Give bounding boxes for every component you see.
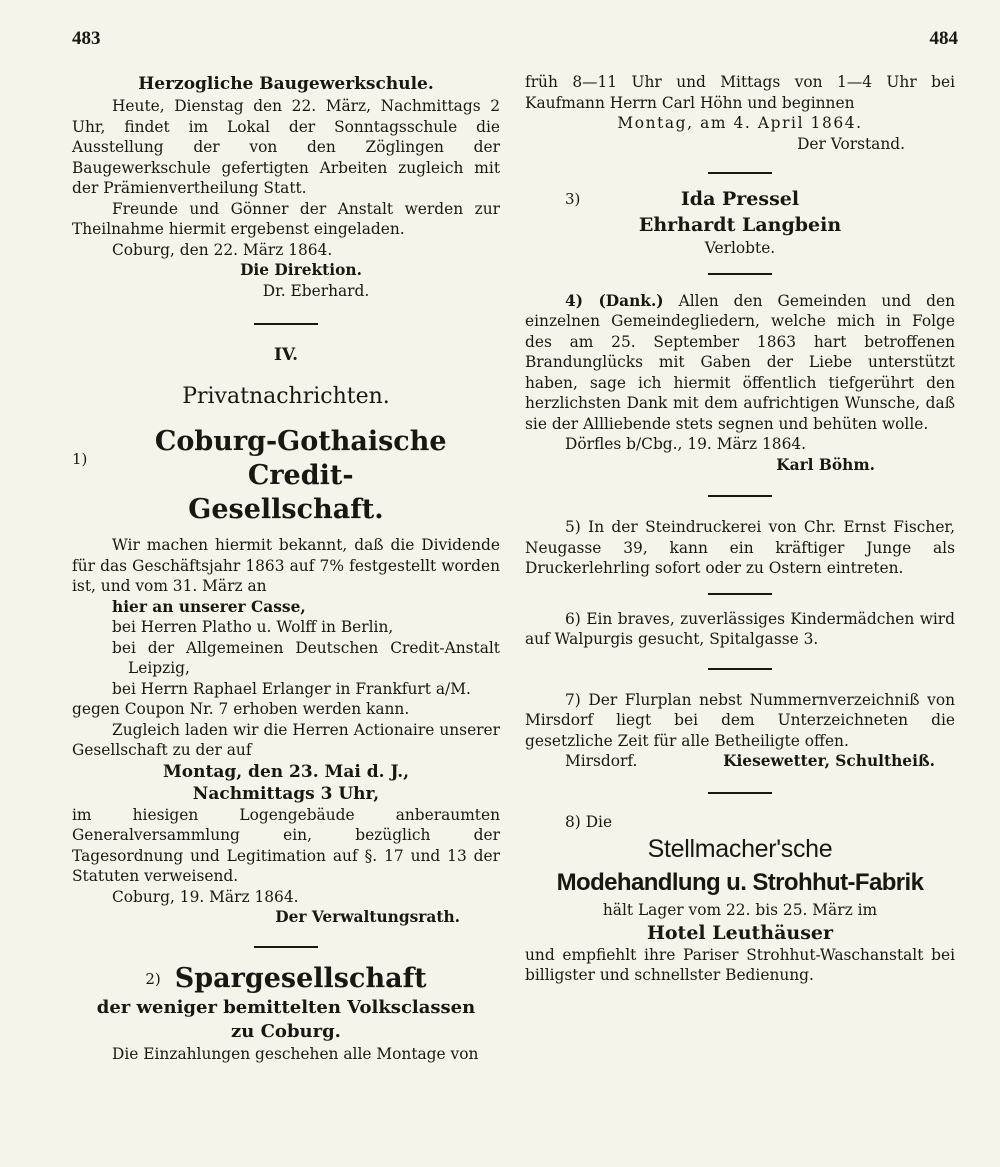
notice-date: Coburg, 19. März 1864. [112,887,299,906]
page-number-left: 483 [72,28,101,49]
notice-paragraph: Heute, Dienstag den 22. März, Nachmittags 2 Uhr, findet im Lokal der Sonntagsschule die Ausstellung der von den Zöglingen der Baugewerkschule gefertigten Arbeiten zugleich mit der Prämienvertheilung Statt. [72,97,500,197]
notice-title: Gesellschaft. [188,494,384,525]
section-title: Privatnachrichten. [182,384,390,409]
divider [254,323,318,325]
notice-paragraph: Freunde und Gönner der Anstalt werden zur Theilnahme hiermit ergebenst eingeladen. [72,199,500,238]
payment-place: bei Herren Platho u. Wolff in Berlin, [112,618,394,636]
notice-paragraph: Zugleich laden wir die Herren Actionaire unserer Gesellschaft zu der auf [72,720,500,759]
divider [708,495,772,497]
right-column [525,72,955,986]
notice-place: Mirsdorf. [565,752,638,770]
notice-modehandlung [525,812,955,986]
notice-date: Coburg, den 22. März 1864. [112,240,333,259]
notice-title: Herzogliche Baugewerkschule. [138,74,434,94]
notice-title: Stellmacher'sche [647,835,833,863]
left-column [72,72,500,1064]
notice-number: 2) [145,969,161,988]
notice-title: Spargesellschaft [174,962,427,994]
payment-place: bei der Allgemeinen Deutschen Credit-Anstalt Leipzig, [112,638,500,677]
payment-place: hier an unserer Casse, [112,597,306,616]
notice-flurplan [525,690,955,772]
notice-paragraph: Wir machen hiermit bekannt, daß die Dividende für das Geschäftsjahr 1863 auf 7% festgestellt worden ist, und vom 31. März an [72,536,500,595]
payment-places [72,597,500,700]
divider [708,668,772,670]
notice-signature: Kiesewetter, Schultheiß. [723,752,935,770]
section-number: IV. [273,345,299,365]
notice-paragraph: früh 8—11 Uhr und Mittags von 1—4 Uhr bei Kaufmann Herrn Carl Höhn und beginnen [525,73,955,112]
notice-spargesellschaft [72,962,500,1065]
divider [254,946,318,948]
notice-baugewerkschule [72,72,500,301]
meeting-date: Montag, den 23. Mai d. J., [162,761,410,782]
divider [708,172,772,174]
engaged-status: Verlobte. [704,239,776,257]
notice-signature: Dr. Eberhard. [262,281,370,300]
payment-place: bei Herrn Raphael Erlanger in Frankfurt a/M. [112,679,471,698]
notice-title: Modehandlung u. Strohhut-Fabrik [556,869,924,896]
notice-paragraph: Die Einzahlungen geschehen alle Montage von [112,1044,479,1063]
notice-title: Coburg-Gothaische Credit- [154,426,447,491]
divider [708,273,772,275]
engaged-name: Ehrhardt Langbein [638,214,842,236]
notice-paragraph: gegen Coupon Nr. 7 erhoben werden kann. [72,700,410,718]
divider [708,792,772,794]
notice-label: 4) (Dank.) [565,291,664,310]
engaged-name: Ida Pressel [680,188,800,210]
page-number-right: 484 [929,28,958,49]
notice-spargesellschaft-continued [525,72,955,154]
notice-paragraph: Allen den Gemeinden und den einzelnen Gemeindegliedern, welche mich in Folge des am 25. September 1863 hart betroffenen Brandunglücks mit Gaben der Liebe unterstützt haben, sage ich hiermit öffentlich tiefgerührt den herzlichsten Dank mit dem aufrichtigen Wunsche, daß sie der Allliebende stets segnen und behüten wolle. [525,291,955,433]
notice-date: Dörfles b/Cbg., 19. März 1864. [565,435,807,453]
notice-signature: Die Direktion. [240,261,362,279]
notice-subtitle: zu Coburg. [231,1020,341,1042]
notice-paragraph: 7) Der Flurplan nebst Nummernverzeichniß von Mirsdorf liegt bei dem Unterzeichneten die gesetzliche Zeit für alle Betheiligte offen. [525,690,955,750]
notice-kindermaedchen: 6) Ein braves, zuverlässiges Kindermädchen wird auf Walpurgis gesucht, Spitalgasse 3. [525,609,955,648]
notice-number: 3) [565,190,581,208]
notice-signature: Der Verwaltungsrath. [275,908,460,926]
notice-steindruckerei: 5) In der Steindruckerei von Chr. Ernst Fischer, Neugasse 39, kann ein kräftiger Junge als Druckerlehrling sofort oder zu Ostern eintreten. [525,518,955,577]
notice-verlobung [525,186,955,259]
notice-paragraph: hält Lager vom 22. bis 25. März im [602,901,878,919]
notice-number: 1) [72,450,88,468]
divider [708,593,772,595]
notice-credit-gesellschaft [72,425,500,928]
hotel-name: Hotel Leuthäuser [646,921,834,944]
notice-signature: Der Vorstand. [797,134,905,153]
notice-paragraph: im hiesigen Logengebäude anberaumten Generalversammlung ein, bezüglich der Tagesordnung und Legitimation auf §. 17 und 13 der Statuten verweisend. [72,805,500,885]
notice-dank [525,291,955,476]
notice-date: Montag, am 4. April 1864. [617,114,863,132]
notice-number: 8) Die [565,812,613,831]
notice-paragraph: und empfiehlt ihre Pariser Strohhut-Waschanstalt bei billigster und schnellster Bedienung. [525,945,955,984]
notice-subtitle: der weniger bemittelten Volksclassen [96,996,476,1018]
notice-signature: Karl Böhm. [776,455,875,474]
meeting-time: Nachmittags 3 Uhr, [192,783,380,804]
